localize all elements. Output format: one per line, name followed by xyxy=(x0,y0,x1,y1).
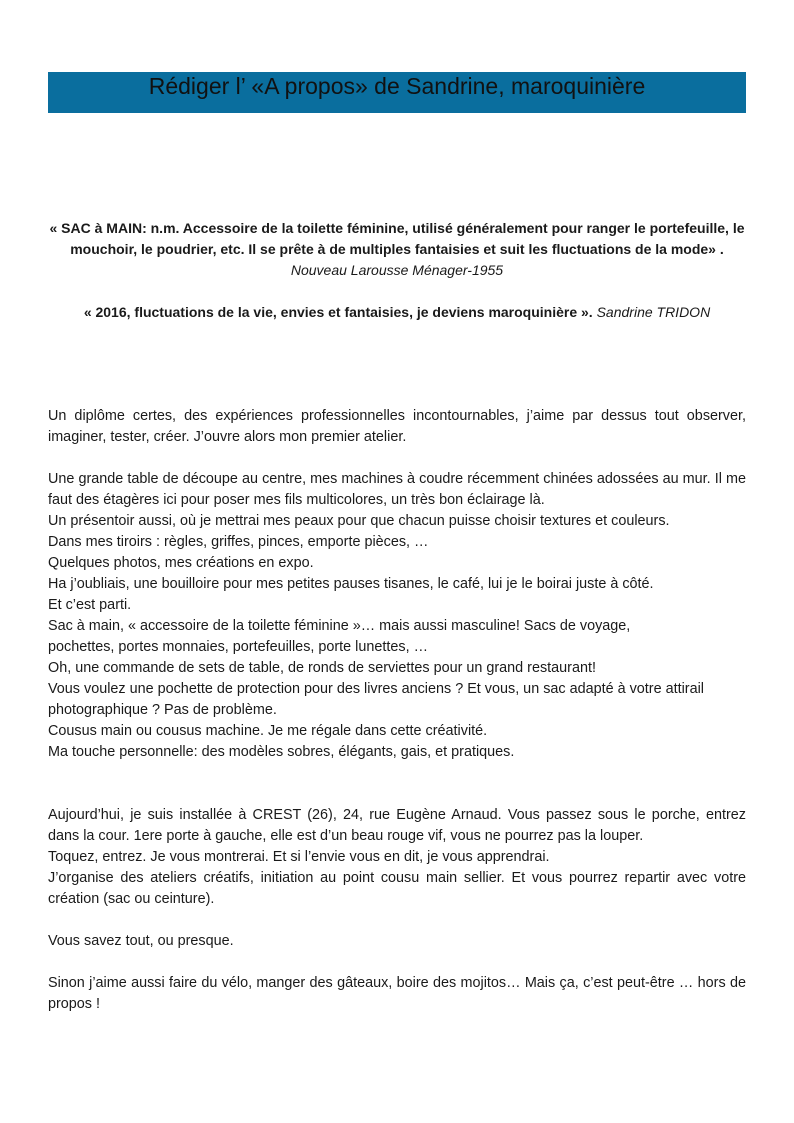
epigraph-quotes xyxy=(48,218,746,323)
paragraph-atelier-line: Ma touche personnelle: des modèles sobres, élégants, gais, et pratiques. xyxy=(48,744,515,760)
title-banner xyxy=(48,72,746,113)
quote-larousse-source: Nouveau Larousse Ménager-1955 xyxy=(290,262,504,278)
paragraph-atelier-line: Cousus main ou cousus machine. Je me régale dans cette créativité. xyxy=(48,723,488,739)
quote-sandrine-text: « 2016, fluctuations de la vie, envies et fantaisies, je deviens maroquinière ». xyxy=(83,304,593,320)
paragraph-atelier-line: Et c’est parti. xyxy=(48,597,132,613)
paragraph-atelier-line: Dans mes tiroirs : règles, griffes, pinces, emporte pièces, … xyxy=(48,534,429,550)
paragraph-intro: Un diplôme certes, des expériences professionnelles incontournables, j’aime par dessus tout observer, imaginer, tester, créer. J’ouvre alors mon premier atelier. xyxy=(48,408,746,445)
paragraph-location-line: Toquez, entrez. Je vous montrerai. Et si l’envie vous en dit, je vous apprendrai. xyxy=(48,849,550,865)
paragraph-closing: Sinon j’aime aussi faire du vélo, manger des gâteaux, boire des mojitos… Mais ça, c’est peut-être … hors de propos ! xyxy=(48,975,746,1012)
paragraph-location-line: J’organise des ateliers créatifs, initiation au point cousu main sellier. Et vous pourrez repartir avec votre création (sac ou ceinture). xyxy=(48,870,746,907)
quote-larousse xyxy=(48,218,746,281)
paragraph-location-line: Aujourd’hui, je suis installée à CREST (26), 24, rue Eugène Arnaud. Vous passez sous le porche, entrez dans la cour. 1ere porte à gauche, elle est d’un beau rouge vif, vous ne pourrez pas la louper. xyxy=(48,807,746,844)
quote-larousse-text: « SAC à MAIN: n.m. Accessoire de la toilette féminine, utilisé généralement pour ranger le portefeuille, le mouchoir, le poudrier, etc. Il se prête à de multiples fantaisies et suit les fluctuations de la mode» . xyxy=(49,220,745,257)
paragraph-atelier-line: Vous voulez une pochette de protection pour des livres anciens ? Et vous, un sac adapté à votre attirail photographique ? Pas de problème. xyxy=(48,681,704,718)
paragraph-summary: Vous savez tout, ou presque. xyxy=(48,933,234,949)
about-body xyxy=(48,406,746,1015)
paragraph-atelier-line: Un présentoir aussi, où je mettrai mes peaux pour que chacun puisse choisir textures et couleurs. xyxy=(48,513,670,529)
page-title: Rédiger l’ «A propos» de Sandrine, maroquinière xyxy=(148,73,646,99)
paragraph-atelier-line: Une grande table de découpe au centre, mes machines à coudre récemment chinées adossées au mur. Il me faut des étagères ici pour poser mes fils multicolores, un très bon éclairage là. xyxy=(48,471,746,508)
quote-sandrine-source: Sandrine TRIDON xyxy=(596,304,711,320)
paragraph-atelier-line: Sac à main, « accessoire de la toilette féminine »… mais aussi masculine! Sacs de voyage, pochettes, portes monnaies, portefeuilles, porte lunettes, … xyxy=(48,618,631,655)
paragraph-atelier-line: Oh, une commande de sets de table, de ronds de serviettes pour un grand restaurant! xyxy=(48,660,596,676)
paragraph-atelier-line: Quelques photos, mes créations en expo. xyxy=(48,555,314,571)
paragraph-atelier-line: Ha j’oubliais, une bouilloire pour mes petites pauses tisanes, le café, lui je le boirai juste à côté. xyxy=(48,576,654,592)
quote-sandrine xyxy=(48,302,746,323)
